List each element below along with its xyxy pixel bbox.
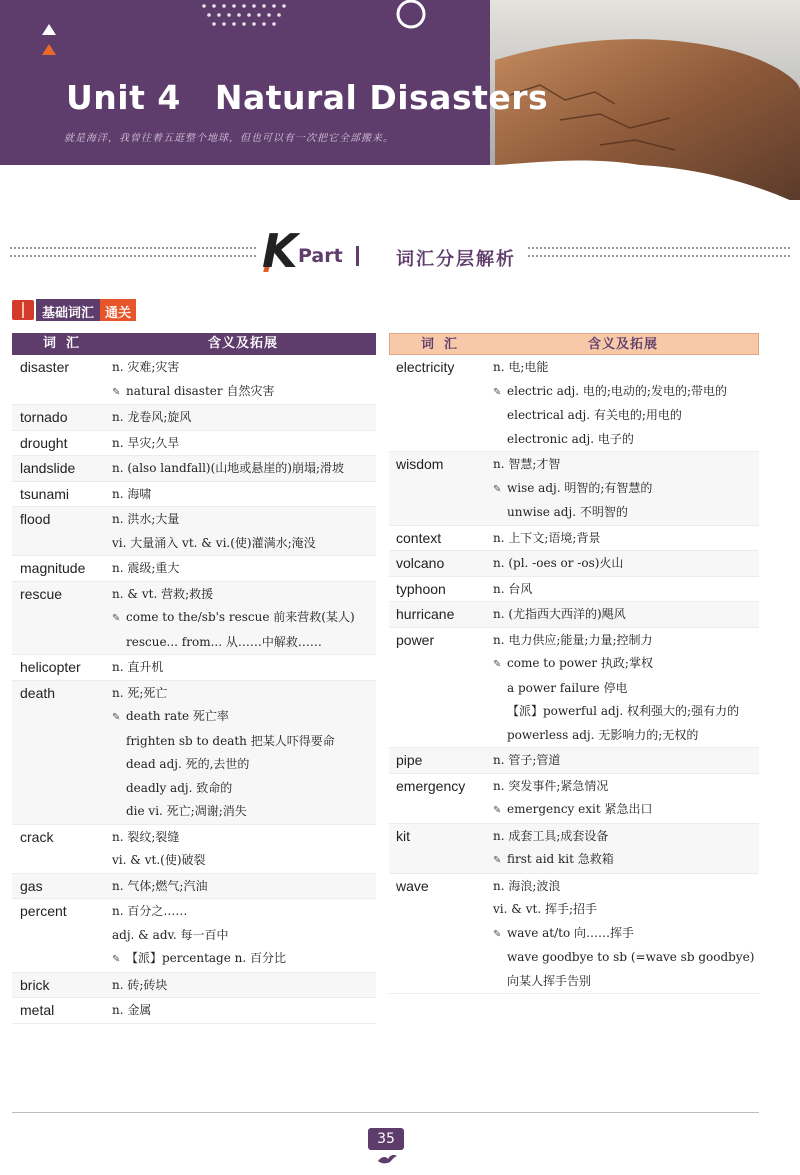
vocab-row: [389, 774, 759, 824]
dotted-divider-right: [528, 247, 790, 257]
vocab-meaning: [493, 748, 759, 773]
meaning-text: adj. & adv. 每一百中: [112, 927, 229, 942]
vocab-row: [12, 998, 376, 1024]
vocab-word: tsunami: [20, 485, 70, 502]
vocab-row: [389, 452, 759, 526]
unit-title: [66, 78, 548, 117]
vocab-meaning: [112, 899, 376, 972]
vocab-word: flood: [20, 511, 51, 527]
vocab-word: context: [396, 529, 442, 546]
meaning-text: vi. 大量涌入 vt. & vi.(使)灌满水;淹没: [112, 535, 316, 550]
section-tag: 通关: [100, 299, 136, 321]
meaning-text: n. 气体;燃气;汽油: [112, 878, 208, 893]
meaning-text: first aid kit 急救箱: [507, 852, 614, 866]
meaning-line: [493, 356, 759, 380]
vocab-row: [389, 824, 759, 874]
meaning-line: [493, 825, 759, 849]
meaning-text: n. 龙卷风;旋风: [112, 410, 192, 424]
vocab-word: magnitude: [20, 560, 86, 576]
meaning-line: [493, 453, 759, 477]
vocab-row: [389, 355, 759, 452]
meaning-line: [112, 875, 376, 899]
meaning-text: n. 成套工具;成套设备: [493, 828, 609, 843]
vocab-word: landslide: [20, 460, 76, 476]
meaning-text: wave goodbye to sb (=wave sb goodbye)向某人挥手告别: [507, 950, 755, 988]
meaning-line: [493, 875, 759, 899]
vocab-rows-right: [389, 355, 759, 994]
meaning-line: [112, 606, 376, 631]
meaning-text: n. 电力供应;能量;力量;控制力: [493, 632, 653, 647]
meaning-text: vi. & vt.(使)破裂: [112, 853, 206, 867]
triangle-icon-white: [42, 24, 56, 35]
vocab-word: pipe: [396, 752, 423, 768]
vocab-row: [12, 456, 376, 482]
vocab-word: power: [396, 631, 435, 648]
vocab-meaning: [112, 431, 376, 456]
meaning-line: [112, 457, 376, 481]
part-label: Part: [298, 245, 343, 267]
vocab-row: [389, 602, 759, 628]
meaning-line: [493, 527, 759, 551]
header-word: 词汇: [42, 336, 89, 351]
meaning-line: [112, 682, 376, 706]
dotted-divider-left: [10, 247, 256, 257]
vocab-word: gas: [20, 877, 43, 894]
meaning-text: n. 百分之……: [112, 904, 188, 918]
unit-number: Unit 4: [66, 78, 181, 117]
vocab-meaning: [112, 556, 376, 581]
meaning-text: rescue... from... 从……中解救……: [126, 634, 322, 649]
vocab-word: kit: [396, 827, 410, 844]
meaning-line: [112, 583, 376, 607]
pencil-icon: ✎: [112, 613, 121, 624]
vocab-row: [12, 825, 376, 874]
pencil-icon: ✎: [493, 483, 502, 495]
unit-banner: [0, 0, 800, 200]
meaning-line: [112, 631, 376, 655]
vocab-row: [12, 874, 376, 900]
meaning-text: come to power 执政;掌权: [507, 656, 653, 670]
vocab-rows-left: [12, 355, 376, 1024]
vocab-meaning: [112, 998, 376, 1023]
meaning-line: [112, 532, 376, 556]
meaning-text: n. 洪水;大量: [112, 512, 180, 526]
vocab-word: tornado: [20, 409, 68, 425]
meaning-text: powerless adj. 无影响力的;无权的: [507, 727, 699, 742]
meaning-text: dead adj. 死的,去世的: [126, 757, 250, 771]
meaning-line: [112, 800, 376, 824]
meaning-line: [493, 749, 759, 773]
meaning-line: [493, 677, 759, 701]
vocab-word: helicopter: [20, 659, 81, 675]
meaning-text: natural disaster 自然灾害: [126, 383, 275, 398]
meaning-text: a power failure 停电: [507, 680, 628, 695]
meaning-text: n. 上下文;语境;背景: [493, 530, 601, 545]
meaning-text: electric adj. 电的;电动的;发电的;带电的: [507, 383, 728, 398]
meaning-line: [493, 578, 759, 602]
vocab-meaning: [112, 582, 376, 655]
vocab-meaning: [112, 355, 376, 404]
meaning-line: [493, 922, 759, 947]
meaning-line: [493, 428, 759, 452]
vocab-meaning: [112, 825, 376, 873]
meaning-line: [493, 848, 759, 873]
pencil-icon: ✎: [112, 954, 121, 965]
unit-motto: 就是海洋，我曾往着五逛整个地球，但也可以有一次把它全部搬来。: [64, 133, 394, 144]
pencil-icon: ✎: [493, 386, 502, 398]
unit-name: Natural Disasters: [214, 78, 549, 117]
meaning-text: n. 灾难;灾害: [112, 360, 180, 374]
vocab-word: rescue: [20, 585, 63, 602]
meaning-text: electronic adj. 电子的: [507, 431, 634, 446]
vocab-word: hurricane: [396, 606, 455, 622]
meaning-text: frighten sb to death 把某人吓得要命: [126, 733, 335, 748]
meaning-line: [493, 629, 759, 653]
vocab-meaning: [493, 526, 759, 551]
meaning-text: n. (also landfall)(山地或悬崖的)崩塌;滑坡: [112, 461, 344, 475]
meaning-line: [493, 603, 759, 627]
meaning-line: [112, 432, 376, 456]
meaning-text: wise adj. 明智的;有智慧的: [507, 480, 653, 495]
vocab-row: [12, 681, 376, 825]
meaning-line: [493, 700, 759, 724]
meaning-line: [112, 849, 376, 873]
section-label: 基础词汇: [36, 299, 100, 321]
vocab-word: percent: [20, 903, 67, 919]
vocab-meaning: [493, 355, 759, 451]
pencil-icon: ✎: [112, 712, 121, 723]
meaning-line: [112, 924, 376, 948]
meaning-line: [493, 798, 759, 823]
vocab-word: disaster: [20, 359, 70, 375]
meaning-line: [493, 477, 759, 502]
vocab-row: [12, 899, 376, 973]
meaning-text: n. (pl. -oes or -os)火山: [493, 556, 624, 570]
meaning-line: [112, 356, 376, 380]
vocab-row: [12, 355, 376, 405]
meaning-line: [493, 775, 759, 799]
header-word: 词汇: [420, 337, 467, 352]
meaning-text: n. 旱灾;久旱: [112, 435, 180, 450]
meaning-line: [112, 777, 376, 801]
meaning-text: n. (尤指西大西洋的)飓风: [493, 607, 626, 621]
meaning-text: deadly adj. 致命的: [126, 780, 233, 795]
meaning-text: unwise adj. 不明智的: [507, 505, 628, 519]
vocab-row: [12, 507, 376, 556]
vocab-word: brick: [20, 976, 50, 993]
meaning-line: [112, 705, 376, 730]
meaning-line: [493, 501, 759, 525]
meaning-line: [112, 900, 376, 924]
vocab-row: [389, 551, 759, 577]
meaning-text: 【派】powerful adj. 权利强大的;强有力的: [507, 704, 740, 718]
vocab-meaning: [493, 551, 759, 576]
meaning-text: n. 死;死亡: [112, 685, 168, 700]
vocab-word: typhoon: [396, 580, 446, 597]
meaning-text: n. 砖;砖块: [112, 977, 168, 992]
vocab-row: [12, 655, 376, 681]
meaning-text: n. 电;电能: [493, 360, 549, 374]
meaning-line: [112, 557, 376, 581]
meaning-line: [112, 753, 376, 777]
vocab-meaning: [112, 681, 376, 824]
meaning-text: n. 直升机: [112, 660, 164, 674]
vocab-word: drought: [20, 434, 68, 451]
vocab-row: [12, 582, 376, 656]
meaning-line: [493, 946, 759, 993]
triangle-icon-orange: [42, 44, 56, 55]
meaning-line: [112, 826, 376, 850]
meaning-text: n. 裂纹;裂缝: [112, 829, 180, 844]
vocab-meaning: [112, 507, 376, 555]
part-header: [10, 224, 790, 278]
meaning-text: n. 震级;重大: [112, 561, 180, 575]
meaning-text: die vi. 死亡;凋谢;消失: [126, 804, 247, 818]
vocab-row: [12, 405, 376, 431]
vocab-meaning: [493, 577, 759, 602]
vocab-row: [12, 556, 376, 582]
pencil-icon: ✎: [112, 386, 121, 398]
vocab-table-left: [12, 333, 376, 1024]
page-number: 35: [368, 1128, 404, 1150]
vocab-row: [389, 526, 759, 552]
meaning-line: [493, 898, 759, 922]
vocab-word: metal: [20, 1002, 55, 1018]
vocab-word: wave: [396, 877, 429, 894]
footer-divider: [12, 1112, 759, 1113]
vocab-meaning: [112, 405, 376, 430]
meaning-text: emergency exit 紧急出口: [507, 802, 653, 816]
vocab-word: electricity: [396, 359, 455, 375]
meaning-text: electrical adj. 有关电的;用电的: [507, 408, 682, 422]
table-header: [12, 333, 376, 355]
vocab-meaning: [493, 824, 759, 873]
vocab-meaning: [112, 456, 376, 481]
pencil-icon: ✎: [493, 659, 502, 670]
vocab-word: crack: [20, 828, 54, 845]
meaning-line: [112, 508, 376, 532]
vocab-word: wisdom: [396, 456, 444, 472]
header-meaning: 含义及拓展: [207, 336, 278, 351]
meaning-text: n. 台风: [493, 581, 533, 596]
vocab-meaning: [112, 874, 376, 899]
meaning-text: 【派】percentage n. 百分比: [126, 951, 287, 965]
meaning-text: n. 海浪;波浪: [493, 878, 561, 893]
meaning-text: come to the/sb's rescue 前来营救(某人): [126, 610, 355, 624]
vocab-row: [389, 748, 759, 774]
vocab-word: volcano: [396, 555, 445, 571]
vocab-meaning: [112, 973, 376, 998]
section-badge: [12, 299, 136, 321]
part-letter: K: [262, 224, 298, 278]
vocab-meaning: [493, 452, 759, 525]
meaning-line: [112, 947, 376, 972]
table-header: [389, 333, 759, 355]
vocab-meaning: [493, 774, 759, 823]
vocab-row: [389, 628, 759, 749]
vocab-table-right: [389, 333, 759, 994]
vocab-row: [12, 431, 376, 457]
meaning-text: vi. & vt. 挥手;招手: [493, 902, 598, 916]
vocab-row: [389, 577, 759, 603]
meaning-text: wave at/to 向……挥手: [507, 925, 635, 940]
meaning-text: n. 海啸: [112, 486, 152, 501]
vocab-meaning: [112, 482, 376, 507]
header-meaning: 含义及拓展: [587, 337, 658, 352]
meaning-text: n. 金属: [112, 1003, 152, 1017]
part-separator: [356, 246, 359, 266]
meaning-text: n. & vt. 营救;救援: [112, 586, 214, 601]
bird-icon: [376, 1152, 398, 1166]
vocab-row: [12, 973, 376, 999]
vocab-row: [12, 482, 376, 508]
vocab-meaning: [493, 628, 759, 748]
meaning-line: [112, 406, 376, 430]
book-icon: [12, 300, 34, 320]
vocab-meaning: [493, 602, 759, 627]
pencil-icon: ✎: [493, 805, 502, 816]
meaning-line: [493, 724, 759, 748]
meaning-text: death rate 死亡率: [126, 709, 229, 723]
meaning-line: [112, 974, 376, 998]
vocab-meaning: [493, 874, 759, 994]
meaning-line: [112, 380, 376, 405]
vocab-word: emergency: [396, 777, 466, 794]
vocab-row: [389, 874, 759, 995]
part-title: 词汇分层解析: [396, 249, 516, 270]
meaning-line: [112, 483, 376, 507]
meaning-line: [112, 999, 376, 1023]
meaning-line: [493, 380, 759, 405]
meaning-line: [112, 730, 376, 754]
pencil-icon: ✎: [493, 928, 502, 940]
meaning-line: [493, 404, 759, 428]
meaning-line: [112, 656, 376, 680]
meaning-text: n. 智慧;才智: [493, 457, 561, 471]
vocab-word: death: [20, 684, 56, 701]
vocab-meaning: [112, 655, 376, 680]
pencil-icon: ✎: [493, 855, 502, 866]
meaning-text: n. 管子;管道: [493, 753, 561, 767]
meaning-line: [493, 652, 759, 677]
meaning-text: n. 突发事件;紧急情况: [493, 778, 609, 793]
meaning-line: [493, 552, 759, 576]
